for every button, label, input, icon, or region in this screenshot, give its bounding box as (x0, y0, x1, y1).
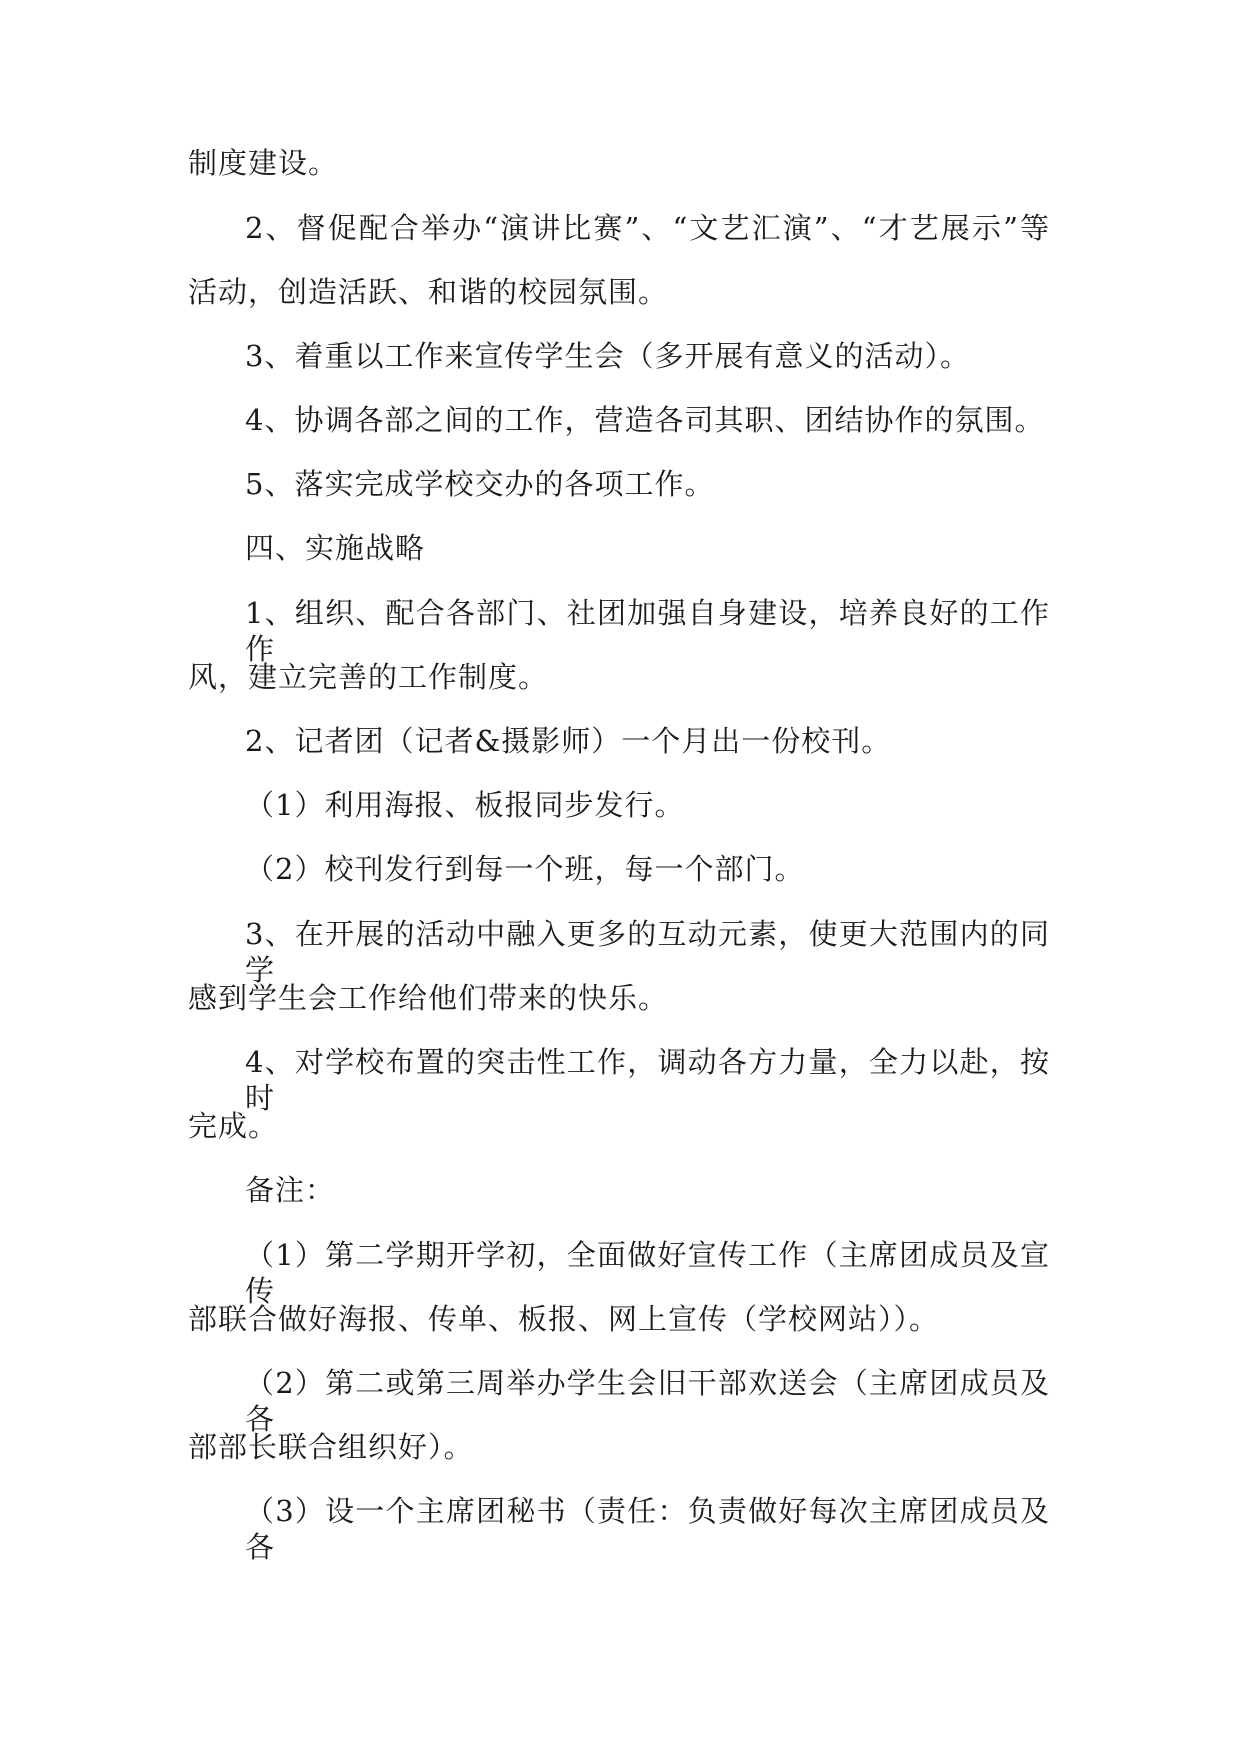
text-line-5: 4、协调各部之间的工作，营造各司其职、团结协作的氛围。 (245, 403, 1045, 437)
text-line-18: （1）第二学期开学初，全面做好宣传工作（主席团成员及宣传 (245, 1238, 1050, 1308)
text-line-2: 2、督促配合举办“演讲比赛”、“文艺汇演”、“才艺展示”等 (245, 211, 1050, 245)
section-heading: 四、实施战略 (245, 531, 426, 565)
text-line-9: 风，建立完善的工作制度。 (188, 660, 549, 694)
text-line-13: 3、在开展的活动中融入更多的互动元素，使更大范围内的同学 (245, 917, 1050, 987)
notes-heading: 备注： (245, 1173, 336, 1207)
text-line-22: （3）设一个主席团秘书（责任：负责做好每次主席团成员及各 (245, 1494, 1050, 1564)
text-line-10: 2、记者团（记者&摄影师）一个月出一份校刊。 (245, 724, 892, 758)
text-line-12: （2）校刊发行到每一个班，每一个部门。 (245, 852, 805, 886)
text-line-20: （2）第二或第三周举办学生会旧干部欢送会（主席团成员及各 (245, 1366, 1050, 1436)
text-line-21: 部部长联合组织好）。 (188, 1430, 474, 1464)
text-line-8: 1、组织、配合各部门、社团加强自身建设，培养良好的工作作 (245, 596, 1050, 666)
text-line-14: 感到学生会工作给他们带来的快乐。 (188, 981, 669, 1015)
text-line-6: 5、落实完成学校交办的各项工作。 (245, 467, 715, 501)
text-line-15: 4、对学校布置的突击性工作，调动各方力量，全力以赴，按时 (245, 1045, 1050, 1115)
text-line-19: 部联合做好海报、传单、板报、网上宣传（学校网站））。 (188, 1302, 940, 1336)
text-line-4: 3、着重以工作来宣传学生会（多开展有意义的活动）。 (245, 339, 970, 373)
text-line-3: 活动，创造活跃、和谐的校园氛围。 (188, 275, 669, 309)
text-line-16: 完成。 (188, 1109, 279, 1143)
text-line-11: （1）利用海报、板报同步发行。 (245, 788, 685, 822)
text-line-1: 制度建设。 (188, 146, 339, 180)
